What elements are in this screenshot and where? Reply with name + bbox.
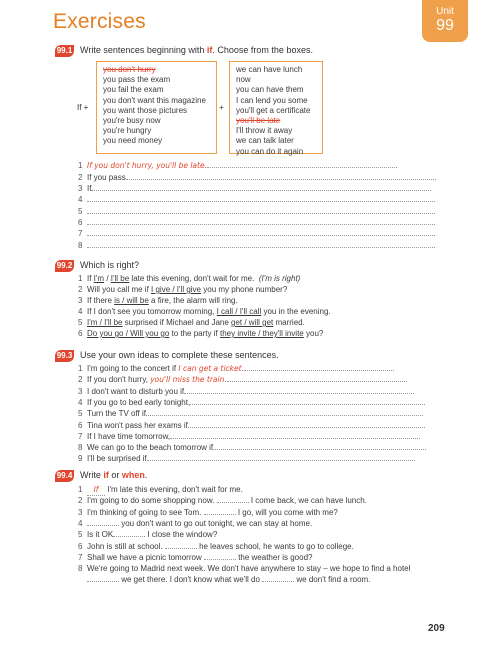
box-left-item: you want those pictures (103, 105, 188, 115)
box-left-item: you fail the exam (103, 85, 164, 95)
box-right-item: you can have them (236, 85, 304, 95)
ex1-line: 5 (78, 206, 435, 217)
box-right-item: I can lend you some (236, 95, 308, 105)
if-plus-label: If + (77, 103, 89, 112)
ex4-line: 3 I'm thinking of going to see Tom. I go, will you come with me? (78, 508, 338, 517)
ex4-line: 2 I'm going to do some shopping now. I come back, we can have lunch. (78, 496, 367, 505)
box-right-item: you can do it again (236, 146, 304, 156)
ex1-line: 8 (78, 240, 435, 251)
unit-number: 99 (436, 17, 454, 34)
page-title: Exercises (53, 10, 146, 33)
ex2-item: 5 I'm / I'll be surprised if Michael and Jane get / will get married. (78, 318, 305, 327)
left-clause-box (96, 61, 217, 154)
plus-label: + (219, 103, 224, 112)
box-right-item: I'll throw it away (236, 126, 293, 136)
box-right-item: we can have lunch now (236, 65, 303, 85)
ex2-item: 1 If I'm / I'll be late this evening, don't wait for me. (I'm is right) (78, 274, 301, 283)
ex2-item: 4 If I don't see you tomorrow morning, I call / I'll call you in the evening. (78, 307, 331, 316)
ex4-line: 8 We're going to Madrid next week. We don't have anywhere to stay – we hope to find a hotel (78, 564, 411, 573)
box-left-item: you pass the exam (103, 75, 171, 85)
ex3-line: 1 I'm going to the concert if I can get a ticket. (78, 363, 394, 374)
exercise-badge-99-2: 99.2 (56, 261, 73, 270)
ex4-line: we get there. I don't know what we'll do we don't find a room. (78, 574, 370, 585)
exercise-badge-99-3: 99.3 (56, 351, 73, 360)
ex3-line: 6 Tina won't pass her exams if (78, 420, 425, 431)
exercise-instruction-99-2: Which is right? (80, 260, 140, 270)
box-left-item: you're busy now (103, 116, 161, 126)
page-number: 209 (428, 623, 445, 634)
ex1-line: 6 (78, 217, 435, 228)
ex4-line: 7 Shall we have a picnic tomorrow the weather is good? (78, 553, 313, 562)
exercise-instruction-99-3: Use your own ideas to complete these sentences. (80, 350, 279, 360)
ex1-line: 3 If (78, 183, 431, 194)
exercise-instruction-99-1: Write sentences beginning with if. Choose from the boxes. (80, 45, 313, 55)
right-clause-box (229, 61, 323, 154)
box-left-item: you don't want this magazine (103, 95, 206, 105)
box-right-item: you'll get a certificate (236, 105, 311, 115)
ex3-line: 8 We can go to the beach tomorrow if (78, 442, 426, 453)
box-left-item: you don't hurry (103, 65, 156, 74)
ex3-line: 9 I'll be surprised if (78, 453, 415, 464)
exercise-instruction-99-4: Write if or when. (80, 470, 148, 480)
ex4-line: 5 Is it OK I close the window? (78, 530, 218, 539)
ex2-item: 2 Will you call me if I give / I'll give you my phone number? (78, 285, 288, 294)
ex1-line: 2 If you pass (78, 172, 436, 183)
ex2-item: 6 Do you go / Will you go to the party if they invite / they'll invite you? (78, 329, 324, 338)
ex2-item: 3 If there is / will be a fire, the alarm will ring. (78, 296, 238, 305)
ex3-line: 3 I don't want to disturb you if (78, 386, 414, 397)
exercise-badge-99-1: 99.1 (56, 46, 73, 55)
exercise-badge-99-4: 99.4 (56, 471, 73, 480)
unit-tab (422, 0, 468, 42)
ex4-line: 4 you don't want to go out tonight, we can stay at home. (78, 519, 313, 528)
unit-label: Unit (436, 6, 454, 17)
box-left-item: you need money (103, 136, 163, 146)
ex1-line: 7 (78, 228, 435, 239)
box-right-item: we can talk later (236, 136, 294, 146)
ex3-line: 7 If I have time tomorrow, (78, 431, 420, 442)
ex4-line: 6 John is still at school. he leaves school, he wants to go to college. (78, 542, 354, 551)
ex1-line: 4 (78, 194, 435, 205)
box-left-item: you're hungry (103, 126, 152, 136)
ex3-line: 5 Turn the TV off if (78, 408, 423, 419)
ex3-line: 2 If you don't hurry, you'll miss the train. (78, 374, 407, 385)
ex4-line: 1 If I'm late this evening, don't wait for me. (78, 485, 243, 494)
box-right-item: you'll be late (236, 116, 281, 126)
ex3-line: 4 If you go to bed early tonight, (78, 397, 425, 408)
ex1-line: 1 If you don't hurry, you'll be late. (78, 160, 397, 171)
